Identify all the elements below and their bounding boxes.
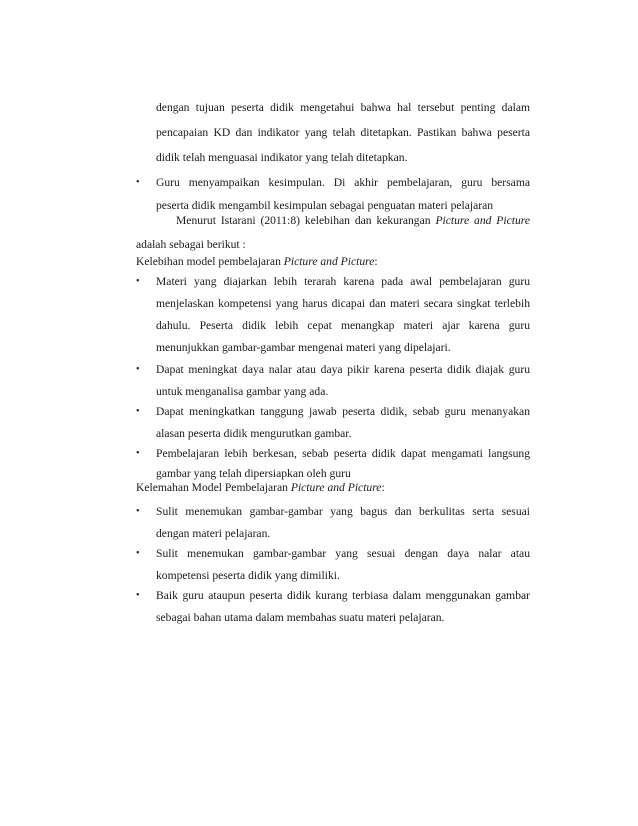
- kelemahan-heading-text: Kelemahan Model Pembelajaran: [136, 481, 291, 494]
- kelemahan-item-3-line-1: Baik guru ataupun peserta didik kurang terbiasa dalam menggunakan gambar: [156, 589, 530, 602]
- kelebihan-item-1-line-4: menunjukkan gambar-gambar mengenai materi yang dipelajari.: [156, 341, 451, 354]
- kelemahan-item-3-line-2: sebagai bahan utama dalam membahas suatu materi pelajaran.: [156, 611, 445, 624]
- kelemahan-item-1-line-2: dengan materi pelajaran.: [156, 527, 271, 540]
- bullet-icon: •: [136, 177, 140, 188]
- kesimpulan-line-1: Guru menyampaikan kesimpulan. Di akhir pembelajaran, guru bersama: [156, 176, 530, 189]
- kelemahan-item-1-line-1: Sulit menemukan gambar-gambar yang bagus dan berkulitas serta sesuai: [156, 505, 530, 518]
- bullet-icon: •: [136, 506, 140, 517]
- kelemahan-item-2-line-1: Sulit menemukan gambar-gambar yang sesuai dengan daya nalar atau: [156, 547, 530, 560]
- kelebihan-heading-italic: Picture and Picture: [283, 255, 375, 268]
- bullet-icon: •: [136, 448, 140, 459]
- kelebihan-item-1-line-1: Materi yang diajarkan lebih terarah karena pada awal pembelajaran guru: [156, 275, 530, 288]
- kelebihan-heading-suffix: :: [374, 255, 378, 268]
- kelemahan-heading: [136, 481, 385, 495]
- bullet-icon: •: [136, 590, 140, 601]
- bullet-icon: •: [136, 364, 140, 375]
- bullet-icon: •: [136, 406, 140, 417]
- bullet-icon: •: [136, 548, 140, 559]
- intro-line-1-italic: Picture and Picture: [435, 214, 531, 227]
- kelemahan-heading-italic: Picture and Picture: [290, 481, 382, 494]
- kelebihan-item-4-line-2: gambar yang telah dipersiapkan oleh guru: [156, 467, 351, 480]
- continuation-line-3: didik telah menguasai indikator yang telah ditetapkan.: [156, 151, 408, 164]
- kesimpulan-line-2: peserta didik mengambil kesimpulan sebagai penguatan materi pelajaran: [156, 199, 494, 212]
- kelebihan-item-1-line-2: menjelaskan kompetensi yang harus dicapai dan materi secara singkat terlebih: [156, 297, 530, 310]
- continuation-line-1: dengan tujuan peserta didik mengetahui bahwa hal tersebut penting dalam: [156, 101, 530, 114]
- kelemahan-heading-suffix: :: [381, 481, 385, 494]
- kelemahan-item-2-line-2: kompetensi peserta didik yang dimiliki.: [156, 569, 340, 582]
- intro-line-1-text: Menurut Istarani (2011:8) kelebihan dan kekurangan: [176, 214, 436, 227]
- kelebihan-item-4-line-1: Pembelajaran lebih berkesan, sebab peserta didik dapat mengamati langsung: [156, 447, 530, 460]
- kelebihan-heading-text: Kelebihan model pembelajaran: [136, 255, 284, 268]
- bullet-icon: •: [136, 276, 140, 287]
- kelebihan-item-1-line-3: dahulu. Peserta didik lebih cepat menangkap materi ajar karena guru: [156, 319, 530, 332]
- kelebihan-item-3-line-1: Dapat meningkatkan tanggung jawab peserta didik, sebab guru menanyakan: [156, 405, 530, 418]
- kelebihan-item-2-line-2: untuk menganalisa gambar yang ada.: [156, 385, 329, 398]
- intro-line-1: [176, 214, 530, 228]
- kelebihan-item-2-line-1: Dapat meningkat daya nalar atau daya pikir karena peserta didik diajak guru: [156, 363, 530, 376]
- continuation-line-2: pencapaian KD dan indikator yang telah ditetapkan. Pastikan bahwa peserta: [156, 126, 530, 139]
- kelebihan-item-3-line-2: alasan peserta didik mengurutkan gambar.: [156, 427, 352, 440]
- intro-line-2: adalah sebagai berikut :: [136, 238, 246, 251]
- kelebihan-heading: [136, 255, 378, 269]
